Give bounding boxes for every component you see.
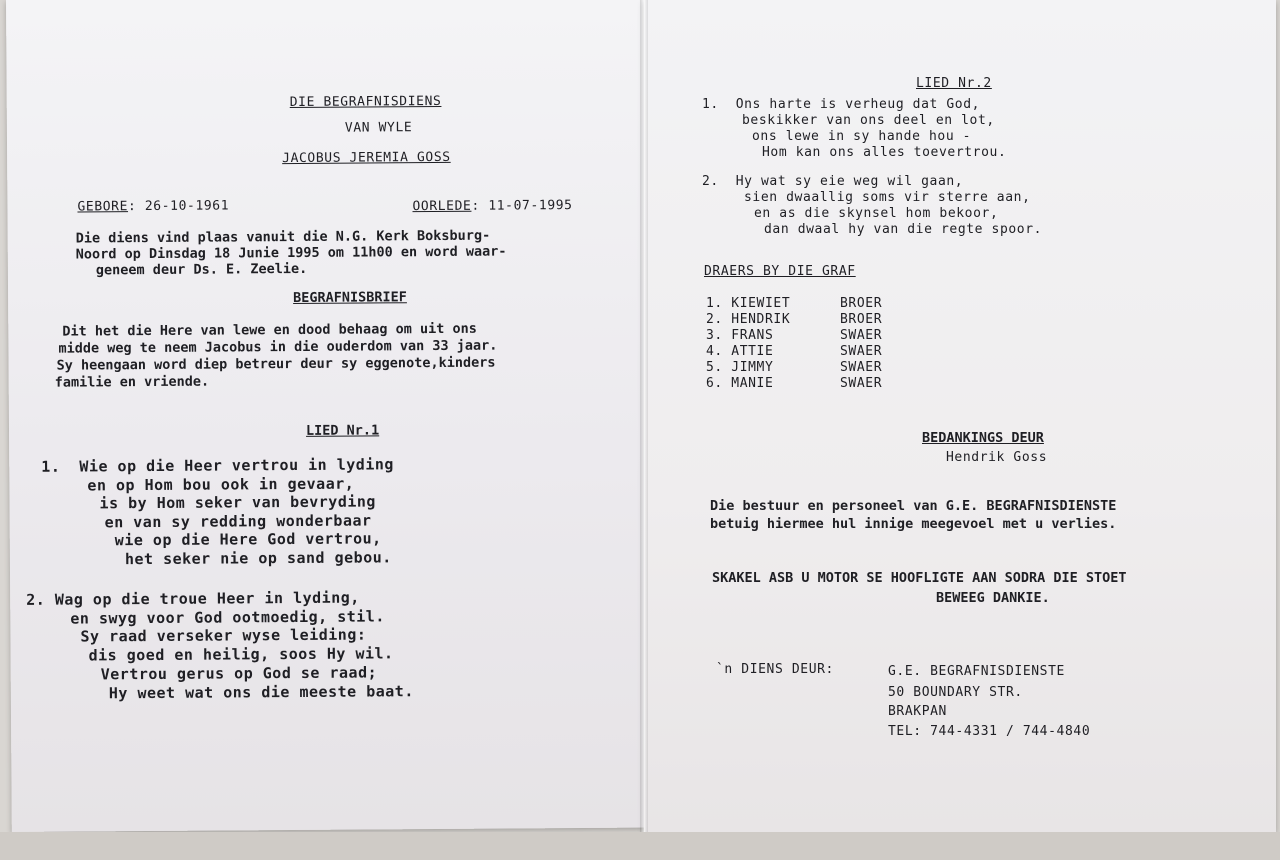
song2-verse2-line1: 2. Hy wat sy eie weg wil gaan, [702, 174, 964, 189]
song2-verse1-line2: beskikker van ons deel en lot, [742, 113, 995, 128]
bearer-relation: SWAER [840, 328, 883, 343]
song1-verse2-line4: dis goed en heilig, soos Hy wil. [88, 644, 394, 665]
service-line-2: Noord op Dinsdag 18 Junie 1995 om 11h00 en word waar- [75, 243, 507, 263]
thanks-title: BEDANKINGS DEUR [922, 430, 1044, 446]
song1-verse2-line2: en swyg voor God ootmoedig, stil. [70, 607, 385, 628]
song2-verse2-line3: en as die skynsel hom bekoor, [754, 206, 999, 221]
song1-verse1-line1: 1. Wie op die Heer vertrou in lyding [41, 455, 394, 476]
headlights-line-2: BEWEEG DANKIE. [936, 590, 1050, 606]
song1-title: LIED Nr.1 [305, 422, 380, 439]
song1-verse1-line3: is by Hom seker van bevryding [99, 492, 376, 513]
service-line-3: geneem deur Ds. E. Zeelie. [95, 260, 308, 279]
bearers-title: DRAERS BY DIE GRAF [704, 264, 856, 279]
song2-verse1-line3: ons lewe in sy hande hou - [752, 129, 972, 144]
song1-verse1-line2: en op Hom bou ook in gevaar, [87, 474, 355, 495]
song1-verse2-line6: Hy weet wat ons die meeste baat. [108, 682, 414, 703]
born-date: : 26-10-1961 [127, 198, 230, 215]
service-line-1: Die diens vind plaas vanuit die N.G. Kerk Boksburg- [75, 227, 491, 247]
song2-verse1-line1: 1. Ons harte is verheug dat God, [702, 97, 981, 112]
program-heading: DIE BEGRAFNISDIENS [289, 93, 442, 111]
bearer-relation: SWAER [840, 376, 883, 391]
funeral-home-name: G.E. BEGRAFNISDIENSTE [888, 664, 1065, 679]
bearer-name: 1. KIEWIET [706, 296, 791, 311]
headlights-line-1: SKAKEL ASB U MOTOR SE HOOFLIGTE AAN SODRA DIE STOET [712, 570, 1127, 586]
song1-verse2-line5: Vertrou gerus op God se raad; [100, 663, 378, 684]
bearer-name: 2. HENDRIK [706, 312, 791, 327]
page-fold [640, 0, 648, 832]
funeral-home-address: 50 BOUNDARY STR. [888, 685, 1023, 700]
condolence-line-2: betuig hiermee hul innige meegevoel met u verlies. [710, 516, 1117, 532]
born-label: GEBORE [77, 199, 129, 215]
bearer-relation: BROER [840, 312, 883, 327]
funeral-home-town: BRAKPAN [888, 704, 947, 719]
letter-title: BEGRAFNISBRIEF [293, 289, 407, 307]
song1-verse1-line5: wie op die Here God vertrou, [114, 529, 382, 550]
song1-verse1-line6: het seker nie op sand gebou. [124, 548, 392, 569]
letter-line-2: midde weg te neem Jacobus in die ouderdom van 33 jaar. [58, 337, 498, 357]
condolence-line-1: Die bestuur en personeel van G.E. BEGRAFNISDIENSTE [710, 498, 1117, 514]
song1-verse2-line1: 2. Wag op die troue Heer in lyding, [26, 588, 360, 609]
thanks-name: Hendrik Goss [946, 450, 1048, 465]
right-page [644, 0, 1276, 832]
table-surface [0, 832, 1280, 860]
bearer-name: 5. JIMMY [706, 360, 774, 375]
funeral-home-phone: TEL: 744-4331 / 744-4840 [888, 724, 1091, 739]
bearer-name: 6. MANIE [706, 376, 774, 391]
deceased-name: JACOBUS JEREMIA GOSS [282, 149, 451, 167]
bearer-name: 4. ATTIE [706, 344, 774, 359]
letter-line-1: Dit het die Here van lewe en dood behaag om uit ons [62, 320, 477, 340]
service-by-label: `n DIENS DEUR: [716, 662, 834, 677]
bearer-relation: BROER [840, 296, 883, 311]
bearer-relation: SWAER [840, 360, 883, 375]
died-line [412, 198, 572, 215]
song2-verse2-line2: sien dwaallig soms vir sterre aan, [744, 190, 1031, 205]
song2-verse2-line4: dan dwaal hy van die regte spoor. [764, 222, 1043, 237]
letter-line-3: Sy heengaan word diep betreur deur sy eggenote,kinders [56, 354, 496, 374]
program-subheading: VAN WYLE [344, 120, 413, 136]
letter-line-4: familie en vriende. [54, 373, 210, 391]
died-date: : 11-07-1995 [471, 198, 573, 214]
song1-verse1-line4: en van sy redding wonderbaar [104, 511, 372, 532]
died-label: OORLEDE [412, 198, 472, 215]
song1-verse2-line3: Sy raad verseker wyse leiding: [80, 625, 367, 646]
bearer-relation: SWAER [840, 344, 883, 359]
left-page [6, 0, 650, 832]
born-line [77, 198, 229, 215]
song2-title: LIED Nr.2 [916, 76, 992, 91]
bearer-name: 3. FRANS [706, 328, 774, 343]
song2-verse1-line4: Hom kan ons alles toevertrou. [762, 145, 1007, 160]
